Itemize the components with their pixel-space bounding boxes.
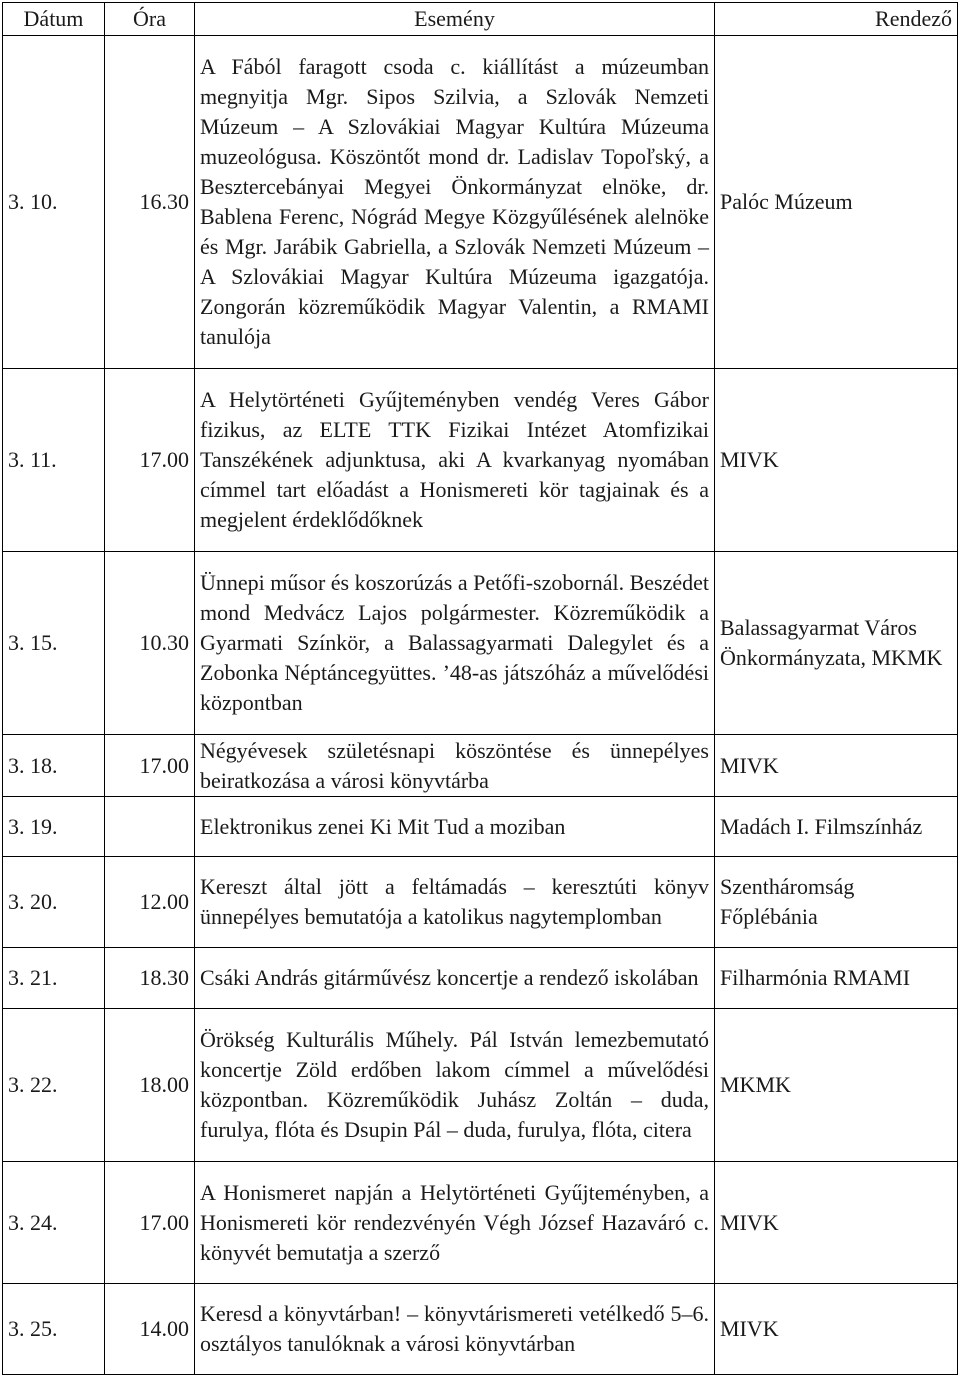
row-organizer: MIVK: [715, 1284, 958, 1375]
row-date: 3. 15.: [3, 552, 105, 735]
row-date: 3. 19.: [3, 797, 105, 857]
row-time: 16.30: [105, 36, 195, 369]
row-time: [105, 797, 195, 857]
table-row: [3, 36, 958, 369]
row-date: 3. 22.: [3, 1009, 105, 1162]
row-date: 3. 25.: [3, 1284, 105, 1375]
row-event: Csáki András gitárművész koncertje a rendező iskolában: [195, 948, 715, 1009]
row-time: 18.30: [105, 948, 195, 1009]
row-event: Keresd a könyvtárban! – könyvtárismereti vetélkedő 5–6. osztályos tanulóknak a városi könyvtárban: [195, 1284, 715, 1375]
row-event: Örökség Kulturális Műhely. Pál István lemezbemutató koncertje Zöld erdőben lakom címmel a művelődési központban. Közreműködik Juhász Zoltán – duda, furulya, flóta és Dsupin Pál – duda, furulya, flóta, citera: [195, 1009, 715, 1162]
row-event: Elektronikus zenei Ki Mit Tud a moziban: [195, 797, 715, 857]
row-date: 3. 10.: [3, 36, 105, 369]
row-organizer: MKMK: [715, 1009, 958, 1162]
table-row: [3, 797, 958, 857]
row-organizer: Szentháromság Főplébánia: [715, 857, 958, 948]
row-event: Ünnepi műsor és koszorúzás a Petőfi-szobornál. Beszédet mond Medvácz Lajos polgármester. Közreműködik a Gyarmati Színkör, a Balassagyarmati Dalegylet és a Zobonka Néptáncegyüttes. ’48-as játszóház a művelődési központban: [195, 552, 715, 735]
row-event: A Honismeret napján a Helytörténeti Gyűjteményben, a Honismereti kör rendezvényén Végh József Hazaváró c. könyvét bemutatja a szerző: [195, 1162, 715, 1284]
row-organizer: Filharmónia RMAMI: [715, 948, 958, 1009]
row-organizer: MIVK: [715, 735, 958, 797]
row-event: A Helytörténeti Gyűjteményben vendég Veres Gábor fizikus, az ELTE TTK Fizikai Intézet Atomfizikai Tanszékének adjunktusa, aki A kvarkanyag nyomában címmel tart előadást a Honismereti kör tagjainak és a megjelent érdeklődőknek: [195, 369, 715, 552]
table-row: [3, 552, 958, 735]
events-table: [2, 2, 958, 1375]
row-date: 3. 21.: [3, 948, 105, 1009]
table-row: [3, 735, 958, 797]
row-organizer: Madách I. Filmszínház: [715, 797, 958, 857]
row-time: 12.00: [105, 857, 195, 948]
row-date: 3. 24.: [3, 1162, 105, 1284]
row-date: 3. 11.: [3, 369, 105, 552]
table-row: [3, 1009, 958, 1162]
table-row: [3, 369, 958, 552]
table-row: [3, 1162, 958, 1284]
row-date: 3. 20.: [3, 857, 105, 948]
row-time: 17.00: [105, 735, 195, 797]
row-date: 3. 18.: [3, 735, 105, 797]
header-organizer: Rendező: [715, 3, 958, 36]
header-event: Esemény: [195, 3, 715, 36]
row-organizer: MIVK: [715, 369, 958, 552]
row-organizer: MIVK: [715, 1162, 958, 1284]
header-date: Dátum: [3, 3, 105, 36]
table-row: [3, 857, 958, 948]
row-organizer: Balassagyarmat Város Önkormányzata, MKMK: [715, 552, 958, 735]
row-time: 18.00: [105, 1009, 195, 1162]
row-event: Négyévesek születésnapi köszöntése és ünnepélyes beiratkozása a városi könyvtárba: [195, 735, 715, 797]
header-row: [3, 3, 958, 36]
table-row: [3, 948, 958, 1009]
row-event: A Fából faragott csoda c. kiállítást a múzeumban megnyitja Mgr. Sipos Szilvia, a Szlovák Nemzeti Múzeum – A Szlovákiai Magyar Kultúra Múzeuma muzeológusa. Köszöntőt mond dr. Ladislav Topoľský, a Besztercebányai Megyei Önkormányzat elnöke, dr. Bablena Ferenc, Nógrád Megye Közgyűlésének alelnöke és Mgr. Jarábik Gabriella, a Szlovák Nemzeti Múzeum – A Szlovákiai Magyar Kultúra Múzeuma igazgatója. Zongorán közreműködik Magyar Valentin, a RMAMI tanulója: [195, 36, 715, 369]
row-event: Kereszt által jött a feltámadás – keresztúti könyv ünnepélyes bemutatója a katolikus nagytemplomban: [195, 857, 715, 948]
row-time: 17.00: [105, 369, 195, 552]
row-time: 17.00: [105, 1162, 195, 1284]
table-row: [3, 1284, 958, 1375]
header-time: Óra: [105, 3, 195, 36]
row-time: 10.30: [105, 552, 195, 735]
row-organizer: Palóc Múzeum: [715, 36, 958, 369]
row-time: 14.00: [105, 1284, 195, 1375]
